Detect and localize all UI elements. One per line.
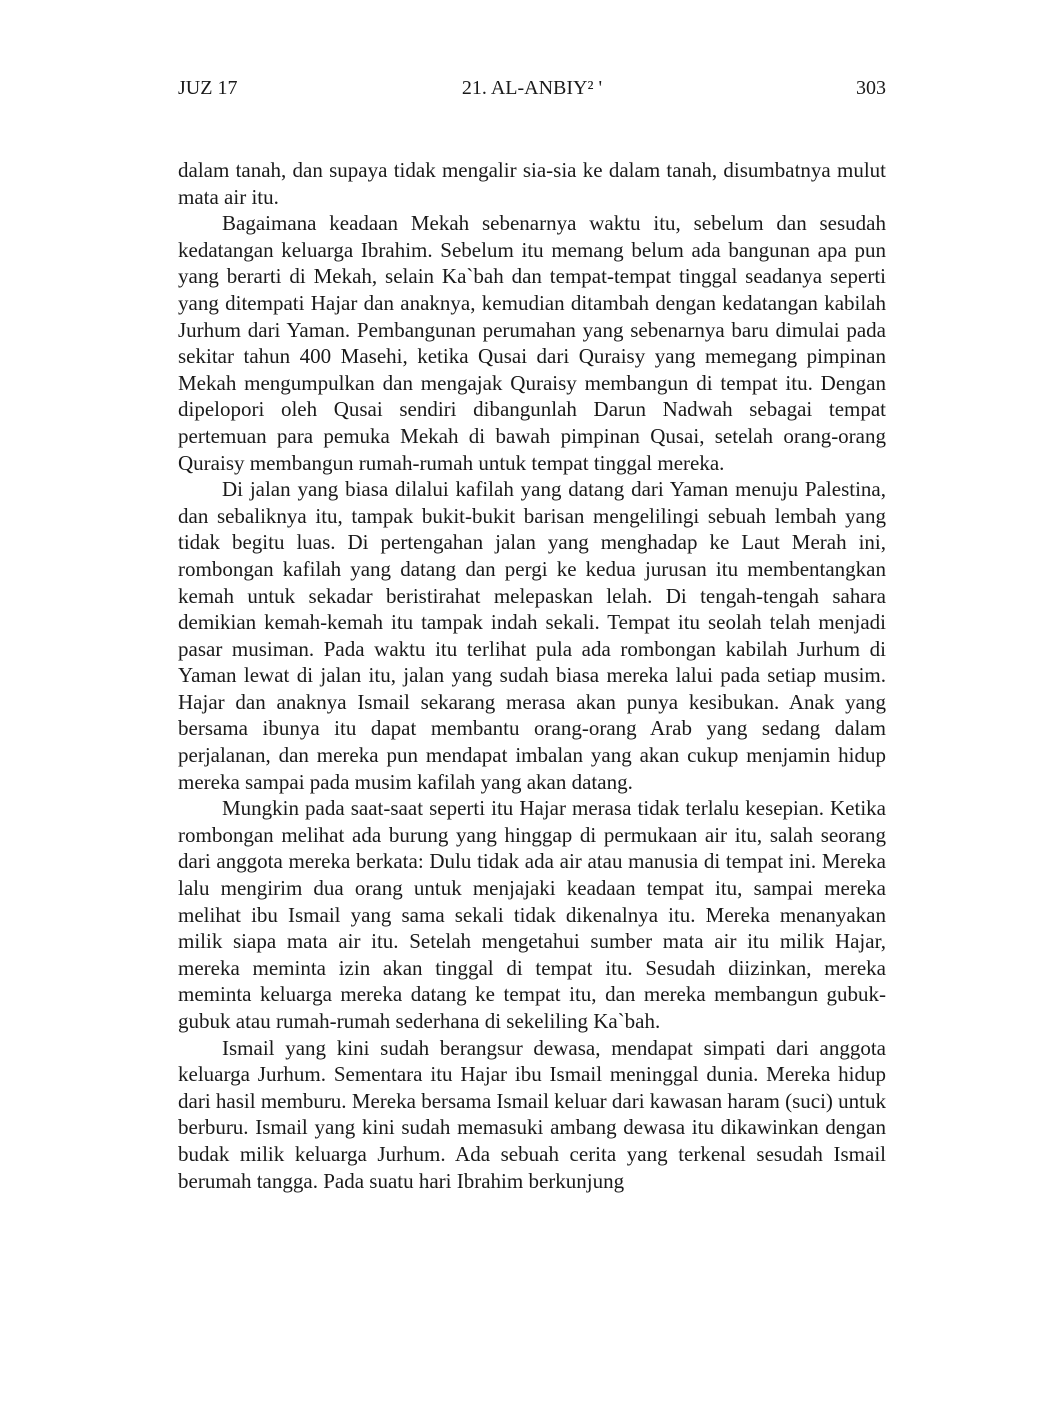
body-text [178,157,886,1194]
paragraph: Di jalan yang biasa dilalui kafilah yang datang dari Yaman menuju Palestina, dan sebaliknya itu, tampak bukit-bukit barisan mengelilingi sebuah lembah yang tidak begitu luas. Di pertengahan jalan yang menghadap ke Laut Merah ini, rombongan kafilah yang datang dan pergi ke kedua jurusan itu membentangkan kemah untuk sekadar beristirahat melepaskan lelah. Di tengah-tengah sahara demikian kemah-kemah itu tampak indah sekali. Tempat itu seolah telah menjadi pasar musiman. Pada waktu itu terlihat pula ada rombongan kabilah Jurhum di Yaman lewat di jalan itu, jalan yang sudah biasa mereka lalui pada setiap musim. Hajar dan anaknya Ismail sekarang merasa akan punya kesibukan. Anak yang bersama ibunya itu dapat membantu orang-orang Arab yang sedang dalam perjalanan, dan mereka pun mendapat imbalan yang akan cukup menjamin hidup mereka sampai pada musim kafilah yang akan datang. [178,477,886,794]
paragraph: Mungkin pada saat-saat seperti itu Hajar merasa tidak terlalu kesepian. Ketika rombongan melihat ada burung yang hinggap di permukaan air itu, salah seorang dari anggota mereka berkata: Dulu tidak ada air atau manusia di tempat ini. Mereka lalu mengirim dua orang untuk menjajaki keadaan tempat itu, sampai mereka melihat ibu Ismail yang sama sekali tidak dikenalnya itu. Mereka menanyakan milik siapa mata air itu. Setelah mengetahui sumber mata air itu milik Hajar, mereka meminta izin akan tinggal di tempat itu. Sesudah diizinkan, mereka meminta keluarga mereka datang ke tempat itu, dan mereka membangun gubuk-gubuk atau rumah-rumah sederhana di sekeliling Ka`bah. [178,796,886,1033]
surah-title: 21. AL-ANBIY² ' [461,77,603,99]
paragraph-continuation: dalam tanah, dan supaya tidak mengalir sia-sia ke dalam tanah, disumbatnya mulut mata air itu. [178,158,886,209]
juz-label: JUZ 17 [178,77,238,99]
page-number: 303 [856,77,886,99]
paragraph: Ismail yang kini sudah berangsur dewasa, mendapat simpati dari anggota keluarga Jurhum. Sementara itu Hajar ibu Ismail meninggal dunia. Mereka hidup dari hasil memburu. Mereka bersama Ismail keluar dari kawasan haram (suci) untuk berburu. Ismail yang kini sudah memasuki ambang dewasa itu dikawinkan dengan budak milik keluarga Jurhum. Ada sebuah cerita yang terkenal sesudah Ismail berumah tangga. Pada suatu hari Ibrahim berkunjung [178,1035,886,1193]
paragraph: Bagaimana keadaan Mekah sebenarnya waktu itu, sebelum dan sesudah kedatangan keluarga Ibrahim. Sebelum itu memang belum ada bangunan apa pun yang berarti di Mekah, selain Ka`bah dan tempat-tempat tinggal seadanya seperti yang ditempati Hajar dan anaknya, kemudian ditambah dengan kedatangan kabilah Jurhum dari Yaman. Pembangunan perumahan yang sebenarnya baru dimulai pada sekitar tahun 400 Masehi, ketika Qusai dari Quraisy yang memegang pimpinan Mekah mengumpulkan dan mengajak Quraisy membangun di tempat itu. Dengan dipelopori oleh Qusai sendiri dibangunlah Darun Nadwah sebagai tempat pertemuan para pemuka Mekah di bawah pimpinan Qusai, setelah orang-orang Quraisy membangun rumah-rumah untuk tempat tinggal mereka. [178,211,886,475]
page-header [178,74,886,102]
